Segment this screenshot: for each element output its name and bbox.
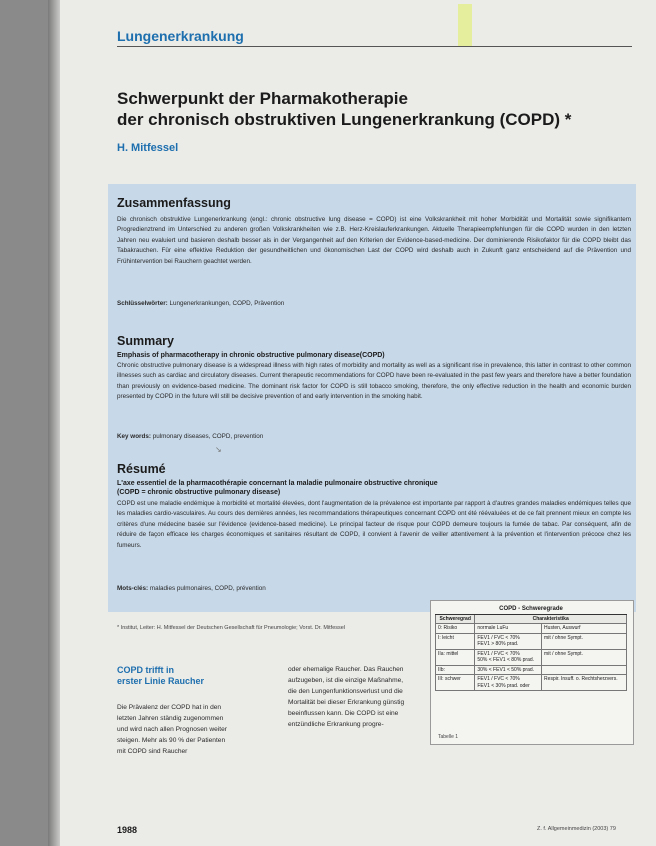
resume-subtitle-line-1: L'axe essentiel de la pharmacothérapie concernant la maladie pulmonaire obstructive chronique bbox=[117, 480, 438, 487]
title-line-1: Schwerpunkt der Pharmakotherapie bbox=[117, 89, 408, 108]
body-column-1: Die Prävalenz der COPD hat in den letzten Jahren ständig zugenommen und wird nach allen Prognosen weiter steigen. Mehr als 90 % der Patienten mit COPD sind Raucher bbox=[117, 704, 227, 755]
article-title bbox=[117, 88, 637, 130]
header-rule bbox=[117, 46, 632, 47]
table-row bbox=[436, 665, 627, 675]
table-cell: Respir. Insuff. o. Rechtsherzvers. bbox=[542, 675, 627, 691]
table-row bbox=[436, 624, 627, 634]
table-cell: 0: Risiko bbox=[436, 624, 475, 634]
zusammenfassung-text: Die chronisch obstruktive Lungenerkrankung (engl.: chronic obstructive lung disease = COPD) ist eine Volkskrankheit mit hoher Morbidität und Mortalität sowie signifikantem Progredienztrend im Unterschied zu anderen großen Volkskrankheiten wie z.B. Herz-Kreislauferkrankungen. Aktuelle Therapieempfehlungen für die COPD wurden in den letzten Jahren neu evaluiert und basieren deshalb besser als in der Vergangenheit auf den Kriterien der Evidence-based-medicine. Der dominierende Risikofaktor für die COPD bleibt das Tabakrauchen. Für eine effektive Reduktion der gesundheitlichen und ökonomischen Last der COPD wird deshalb auch in Zukunft ganz entscheidend auf die Prävention und Frühintervention bei Rauchern geachtet werden. bbox=[117, 216, 631, 265]
keywords-label: Schlüsselwörter: bbox=[117, 300, 168, 307]
summary-subtitle: Emphasis of pharmacotherapy in chronic obstructive pulmonary disease(COPD) bbox=[117, 352, 385, 359]
zusammenfassung-keywords bbox=[117, 300, 284, 307]
page-number: 1988 bbox=[117, 825, 138, 835]
article-author: H. Mitfessel bbox=[117, 142, 179, 154]
table-cell: FEV1 / FVC < 70% FEV1 < 30% prad. oder bbox=[475, 675, 542, 691]
table-caption: COPD - Schweregrade bbox=[436, 605, 627, 614]
table-cell: IIb: bbox=[436, 665, 475, 675]
table-cell: 30% < FEV1 < 50% prad. bbox=[475, 665, 542, 675]
keywords-label: Mots-clés: bbox=[117, 585, 149, 592]
table-row bbox=[436, 675, 627, 691]
table-header-cell: Schweregrad bbox=[436, 614, 475, 624]
resume-keywords bbox=[117, 585, 266, 592]
table-cell: IIa: mittel bbox=[436, 649, 475, 665]
keywords-value: pulmonary diseases, COPD, prevention bbox=[152, 433, 264, 440]
table-row bbox=[436, 649, 627, 665]
table-cell: FEV1 / FVC < 70% 50% < FEV1 < 80% prad. bbox=[475, 649, 542, 665]
table-row bbox=[436, 633, 627, 649]
severity-table bbox=[435, 605, 627, 691]
table-cell: FEV1 / FVC < 70% FEV1 > 80% prad. bbox=[475, 633, 542, 649]
section-label: Lungenerkrankung bbox=[117, 28, 244, 44]
resume-text: COPD est une maladie endémique à morbidité et mortalité élevées, dont l'augmentation de la prévalence est importante par rapport à d'autres grandes maladies endémiques telles que les maladies cardio-vasculaires. Au cours des dernières années, les recommandations thérapeutiques concernant COPD ont été réévaluées et de ce fait prennent mieux en compte les critères d'une médecine basée sur l'évidence (evidence-based medicine). Le principal facteur de risque pour COPD demeure toujours la fumée de tabac. Par conséquent, afin de réduire de façon efficace les charges économiques et sanitaires résultant de COPD, il convient à l'avenir de veiller attentivement à la prévention et l'intervention précoce chez les fumeurs. bbox=[117, 500, 631, 549]
zusammenfassung-heading: Zusammenfassung bbox=[117, 196, 231, 210]
table-cell: mit / ohne Sympt. bbox=[542, 633, 627, 649]
table-cell: I: leicht bbox=[436, 633, 475, 649]
title-line-2: der chronisch obstruktiven Lungenerkrankung (COPD) * bbox=[117, 110, 572, 129]
summary-heading: Summary bbox=[117, 334, 174, 348]
body-heading bbox=[117, 665, 204, 687]
resume-heading: Résumé bbox=[117, 462, 166, 476]
body-column-2: oder ehemalige Raucher. Das Rauchen aufzugeben, ist die einzige Maßnahme, die den Lungenfunktionsverlust und die Mortalität bei dieser Erkrankung günstig beeinflussen kann. Die COPD ist eine entzündliche Erkrankung progre- bbox=[288, 666, 405, 728]
footnote: * Institut, Leiter: H. Mitfessel der Deutschen Gesellschaft für Pneumologie; Vorst. Dr. Mitfessel bbox=[117, 625, 346, 631]
keywords-value: maladies pulmonaires, COPD, prévention bbox=[149, 585, 266, 592]
journal-reference: Z. f. Allgemeinmedizin (2003) 79 bbox=[537, 826, 616, 832]
summary-text: Chronic obstructive pulmonary disease is a widespread illness with high rates of morbidity and mortality as well as a significant rise in prevalence, this latter in contrast to other common illnesses such as cardiac and circulatory diseases. Current therapeutic recommendations for COPD have been re-evaluated in the past few years and therefore have a better foundation than previously on evidence-based medicine. The dominant risk factor for COPD is still tobacco smoking, therefore, the only effective reduction in the health and economic burden presented by COPD in the future will still be decisive prevention of and early intervention in the smoking habit. bbox=[117, 362, 631, 401]
body-heading-line-2: erster Linie Raucher bbox=[117, 676, 205, 686]
keywords-value: Lungenerkrankungen, COPD, Prävention bbox=[169, 300, 285, 307]
table-cell bbox=[542, 665, 627, 675]
table-cell: Husten, Auswurf bbox=[542, 624, 627, 634]
table-cell: normale LuFu bbox=[475, 624, 542, 634]
resume-subtitle bbox=[117, 479, 629, 497]
summary-keywords bbox=[117, 433, 263, 440]
pen-mark: ↘ bbox=[215, 445, 222, 454]
table-label: Tabelle 1 bbox=[438, 734, 459, 740]
highlighter-mark bbox=[458, 4, 472, 46]
body-heading-line-1: COPD trifft in bbox=[117, 665, 174, 675]
keywords-label: Key words: bbox=[117, 433, 151, 440]
table-cell: mit / ohne Sympt. bbox=[542, 649, 627, 665]
table-header-cell: Charakteristika bbox=[475, 614, 627, 624]
table-cell: III: schwer bbox=[436, 675, 475, 691]
resume-subtitle-line-2: (COPD = chronic obstructive pulmonary disease) bbox=[117, 489, 281, 496]
